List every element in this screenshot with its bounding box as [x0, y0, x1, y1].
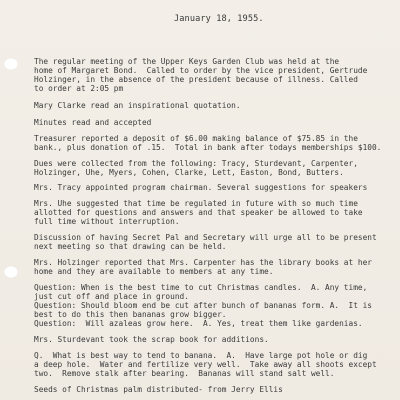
text-line: Question: Should bloom end be cut after bunch of bananas form. A. It is — [34, 301, 372, 310]
text-line: home of Margaret Bond. Called to order by the vice president, Gertrude — [34, 66, 368, 75]
text-line: next meeting so that drawing can be held. — [34, 242, 227, 251]
text-line: full time without interruption. — [34, 217, 180, 226]
text-line: Discussion of having Secret Pal and Secretary will urge all to be present — [34, 233, 377, 242]
text-line: Mrs. Tracy appointed program chairman. Several suggestions for speakers — [34, 183, 368, 192]
text-line: bank., plus donation of .15. Total in bank after todays memberships $100. — [34, 143, 382, 152]
text-line: best to do this then bananas grow bigger. — [34, 310, 227, 319]
document-date: January 18, 1955. — [174, 14, 264, 24]
text-line: Holzinger, Uhe, Myers, Cohen, Clarke, Lett, Easton, Bond, Butters. — [34, 168, 344, 177]
text-line: Question: Will azaleas grow here. A. Yes, treat them like gardenias. — [34, 319, 363, 328]
text-line: Holzinger, in the absence of the president because of illness. Called — [34, 75, 358, 84]
text-line: Mrs. Uhe suggested that time be regulated in future with so much time — [34, 199, 358, 208]
text-line: Seeds of Christmas palm distributed- from Jerry Ellis — [34, 385, 283, 394]
text-line: home and they are available to members at any time. — [34, 267, 274, 276]
text-line: allotted for questions and answers and that speaker be allowed to take — [34, 208, 363, 217]
text-line: a deep hole. Water and fertilize very well. Take away all shoots except — [34, 360, 377, 369]
text-line: Minutes read and accepted — [34, 118, 152, 127]
text-line: Treasurer reported a deposit of $6.00 making balance of $75.85 in the — [34, 134, 358, 143]
text-line: just cut off and place in ground. — [34, 292, 189, 301]
text-line: two. Remove stalk after bearing. Bananas will stand salt well. — [34, 369, 335, 378]
text-line: Mrs. Sturdevant took the scrap book for additions. — [34, 335, 269, 344]
text-line: to order at 2:05 pm — [34, 84, 124, 93]
text-line: Mary Clarke read an inspirational quotation. — [34, 101, 241, 110]
text-line: Dues were collected from the following: Tracy, Sturdevant, Carpenter, — [34, 159, 358, 168]
binder-hole — [4, 266, 18, 278]
binder-hole — [4, 58, 18, 70]
text-line: Q. What is best way to tend to banana. A. Have large pot hole or dig — [34, 351, 368, 360]
text-line: Mrs. Holzinger reported that Mrs. Carpenter has the library books at her — [34, 258, 372, 267]
text-line: The regular meeting of the Upper Keys Garden Club was held at the — [34, 57, 340, 66]
text-line: Question: When is the best time to cut Christmas candles. A. Any time, — [34, 283, 368, 292]
